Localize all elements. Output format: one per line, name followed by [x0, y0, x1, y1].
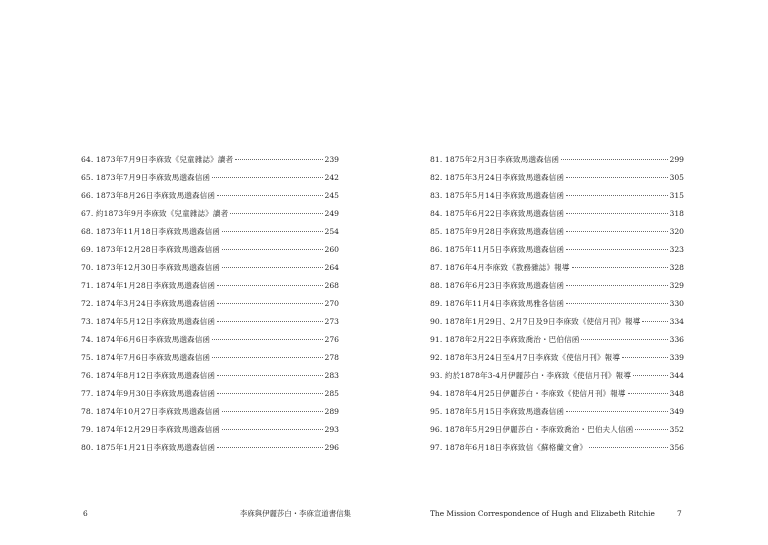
- dot-leader: [212, 177, 322, 178]
- toc-entry: [81, 421, 339, 439]
- toc-entry-page-number: 276: [324, 335, 339, 344]
- dot-leader: [217, 195, 322, 196]
- toc-entry: [81, 313, 339, 331]
- toc-entry-title: 78. 1874年10月27日李庥致馬邈森信函: [81, 407, 220, 416]
- toc-entry-title: 85. 1875年9月28日李庥致馬邈森信函: [430, 227, 565, 236]
- toc-entry: [430, 331, 684, 349]
- toc-entry-title: 74. 1874年6月6日李庥致馬邈森信函: [81, 335, 211, 344]
- toc-entry-title: 75. 1874年7月6日李庥致馬邈森信函: [81, 353, 211, 362]
- dot-leader: [566, 231, 667, 232]
- toc-entry: [81, 277, 339, 295]
- dot-leader: [572, 267, 668, 268]
- toc-entry-title: 93. 約於1878年3-4月伊麗莎白・李庥致《使信月刊》報導: [430, 371, 632, 380]
- dot-leader: [222, 429, 323, 430]
- dot-leader: [566, 195, 667, 196]
- toc-entry: [430, 169, 684, 187]
- toc-entry-page-number: 296: [324, 443, 339, 452]
- toc-entry: [81, 349, 339, 367]
- toc-entry: [430, 439, 684, 457]
- toc-entry: [81, 331, 339, 349]
- toc-entry-page-number: 344: [669, 371, 684, 380]
- right-page-number: 7: [677, 509, 682, 518]
- toc-entry: [81, 187, 339, 205]
- toc-entry: [430, 403, 684, 421]
- toc-entry-title: 97. 1878年6月18日李庥致信《蘇格蘭文會》: [430, 443, 588, 452]
- toc-entry: [430, 205, 684, 223]
- toc-entry-page-number: 242: [324, 173, 339, 182]
- dot-leader: [628, 393, 668, 394]
- dot-leader: [217, 375, 322, 376]
- toc-entry: [81, 259, 339, 277]
- toc-entry-title: 87. 1876年4月李庥致《教務雜誌》報導: [430, 263, 570, 272]
- toc-entry-page-number: 260: [324, 245, 339, 254]
- dot-leader: [566, 177, 667, 178]
- toc-entry-page-number: 278: [324, 353, 339, 362]
- dot-leader: [217, 321, 322, 322]
- toc-entry-page-number: 329: [669, 281, 684, 290]
- toc-entry-title: 94. 1878年4月25日伊麗莎白・李庥致《使信月刊》報導: [430, 389, 626, 398]
- toc-entry-title: 81. 1875年2月3日李庥致馬邈森信函: [430, 155, 560, 164]
- toc-entry-title: 65. 1873年7月9日李庥致馬邈森信函: [81, 173, 211, 182]
- toc-entry-page-number: 293: [324, 425, 339, 434]
- toc-entry-title: 68. 1873年11月18日李庥致馬邈森信函: [81, 227, 220, 236]
- dot-leader: [566, 213, 667, 214]
- dot-leader: [217, 285, 322, 286]
- toc-entry: [81, 151, 339, 169]
- toc-entry-page-number: 339: [669, 353, 684, 362]
- dot-leader: [635, 429, 667, 430]
- toc-entry: [81, 439, 339, 457]
- dot-leader: [622, 357, 667, 358]
- dot-leader: [222, 411, 323, 412]
- toc-entry: [430, 187, 684, 205]
- toc-entry-title: 67. 約1873年9月李庥致《兒童雜誌》讀者: [81, 209, 229, 218]
- toc-entry-title: 95. 1878年5月15日李庥致馬邈森信函: [430, 407, 565, 416]
- toc-entry-page-number: 299: [669, 155, 684, 164]
- toc-entry-page-number: 239: [324, 155, 339, 164]
- left-table-of-contents: [81, 151, 339, 457]
- toc-entry: [430, 151, 684, 169]
- toc-entry: [81, 241, 339, 259]
- dot-leader: [561, 159, 667, 160]
- toc-entry-title: 86. 1875年11月5日李庥致馬邈森信函: [430, 245, 565, 254]
- left-page-number: 6: [83, 509, 88, 518]
- toc-entry: [81, 205, 339, 223]
- toc-entry-page-number: 283: [324, 371, 339, 380]
- toc-entry-page-number: 245: [324, 191, 339, 200]
- right-running-title: The Mission Correspondence of Hugh and Elizabeth Ritchie: [430, 509, 655, 518]
- toc-entry-title: 80. 1875年1月21日李庥致馬邈森信函: [81, 443, 216, 452]
- toc-entry: [430, 259, 684, 277]
- toc-entry-title: 83. 1875年5月14日李庥致馬邈森信函: [430, 191, 565, 200]
- dot-leader: [566, 303, 667, 304]
- toc-entry: [430, 367, 684, 385]
- toc-entry-page-number: 289: [324, 407, 339, 416]
- dot-leader: [642, 321, 667, 322]
- dot-leader: [566, 411, 667, 412]
- toc-entry-page-number: 336: [669, 335, 684, 344]
- dot-leader: [217, 447, 322, 448]
- toc-entry-page-number: 270: [324, 299, 339, 308]
- dot-leader: [222, 267, 323, 268]
- toc-entry-title: 91. 1878年2月22日李庥致喬治・巴伯信函: [430, 335, 580, 344]
- toc-entry: [430, 223, 684, 241]
- toc-entry-title: 77. 1874年9月30日李庥致馬邈森信函: [81, 389, 216, 398]
- toc-entry-title: 70. 1873年12月30日李庥致馬邈森信函: [81, 263, 220, 272]
- toc-entry: [81, 403, 339, 421]
- toc-entry: [430, 385, 684, 403]
- toc-entry-page-number: 356: [669, 443, 684, 452]
- toc-entry: [81, 169, 339, 187]
- dot-leader: [222, 249, 323, 250]
- toc-entry: [430, 295, 684, 313]
- toc-entry-title: 82. 1875年3月24日李庥致馬邈森信函: [430, 173, 565, 182]
- right-page: [384, 0, 768, 545]
- toc-entry-title: 84. 1875年6月22日李庥致馬邈森信函: [430, 209, 565, 218]
- toc-entry-title: 96. 1878年5月29日伊麗莎白・李庥致喬治・巴伯夫人信函: [430, 425, 634, 434]
- toc-entry-page-number: 285: [324, 389, 339, 398]
- toc-entry-page-number: 352: [669, 425, 684, 434]
- dot-leader: [212, 339, 322, 340]
- toc-entry-title: 90. 1878年1月29日、2月7日及9日李庥致《使信月刊》報導: [430, 317, 641, 326]
- toc-entry: [430, 277, 684, 295]
- toc-entry: [81, 223, 339, 241]
- toc-entry: [81, 295, 339, 313]
- toc-entry-page-number: 273: [324, 317, 339, 326]
- dot-leader: [217, 303, 322, 304]
- toc-entry-page-number: 348: [669, 389, 684, 398]
- toc-entry-page-number: 323: [669, 245, 684, 254]
- toc-entry-title: 69. 1873年12月28日李庥致馬邈森信函: [81, 245, 220, 254]
- toc-entry-title: 76. 1874年8月12日李庥致馬邈森信函: [81, 371, 216, 380]
- dot-leader: [212, 357, 322, 358]
- toc-entry-page-number: 334: [669, 317, 684, 326]
- toc-entry-title: 79. 1874年12月29日李庥致馬邈森信函: [81, 425, 220, 434]
- toc-entry-page-number: 264: [324, 263, 339, 272]
- toc-entry-title: 66. 1873年8月26日李庥致馬邈森信函: [81, 191, 216, 200]
- toc-entry: [81, 385, 339, 403]
- toc-entry-page-number: 305: [669, 173, 684, 182]
- dot-leader: [589, 447, 667, 448]
- toc-entry-page-number: 315: [669, 191, 684, 200]
- right-table-of-contents: [430, 151, 684, 457]
- dot-leader: [633, 375, 667, 376]
- dot-leader: [566, 249, 667, 250]
- toc-entry-page-number: 328: [669, 263, 684, 272]
- dot-leader: [230, 213, 322, 214]
- toc-entry: [81, 367, 339, 385]
- toc-entry-title: 64. 1873年7月9日李庥致《兒童雜誌》讀者: [81, 155, 234, 164]
- toc-entry: [430, 349, 684, 367]
- dot-leader: [581, 339, 667, 340]
- toc-entry: [430, 241, 684, 259]
- toc-entry-page-number: 330: [669, 299, 684, 308]
- toc-entry-page-number: 320: [669, 227, 684, 236]
- left-running-title: 李庥與伊麗莎白・李庥宣道書信集: [240, 509, 351, 518]
- toc-entry-title: 71. 1874年1月28日李庥致馬邈森信函: [81, 281, 216, 290]
- dot-leader: [217, 393, 322, 394]
- toc-entry-page-number: 254: [324, 227, 339, 236]
- dot-leader: [566, 285, 667, 286]
- toc-entry-page-number: 349: [669, 407, 684, 416]
- toc-entry-title: 73. 1874年5月12日李庥致馬邈森信函: [81, 317, 216, 326]
- toc-entry-title: 89. 1876年11月4日李庥致馬雅各信函: [430, 299, 565, 308]
- toc-entry-page-number: 249: [324, 209, 339, 218]
- toc-entry-page-number: 318: [669, 209, 684, 218]
- toc-entry: [430, 421, 684, 439]
- toc-entry-title: 92. 1878年3月24日至4月7日李庥致《使信月刊》報導: [430, 353, 621, 362]
- toc-entry-title: 88. 1876年6月23日李庥致馬邈森信函: [430, 281, 565, 290]
- toc-entry-page-number: 268: [324, 281, 339, 290]
- toc-entry-title: 72. 1874年3月24日李庥致馬邈森信函: [81, 299, 216, 308]
- dot-leader: [235, 159, 322, 160]
- toc-entry: [430, 313, 684, 331]
- dot-leader: [222, 231, 323, 232]
